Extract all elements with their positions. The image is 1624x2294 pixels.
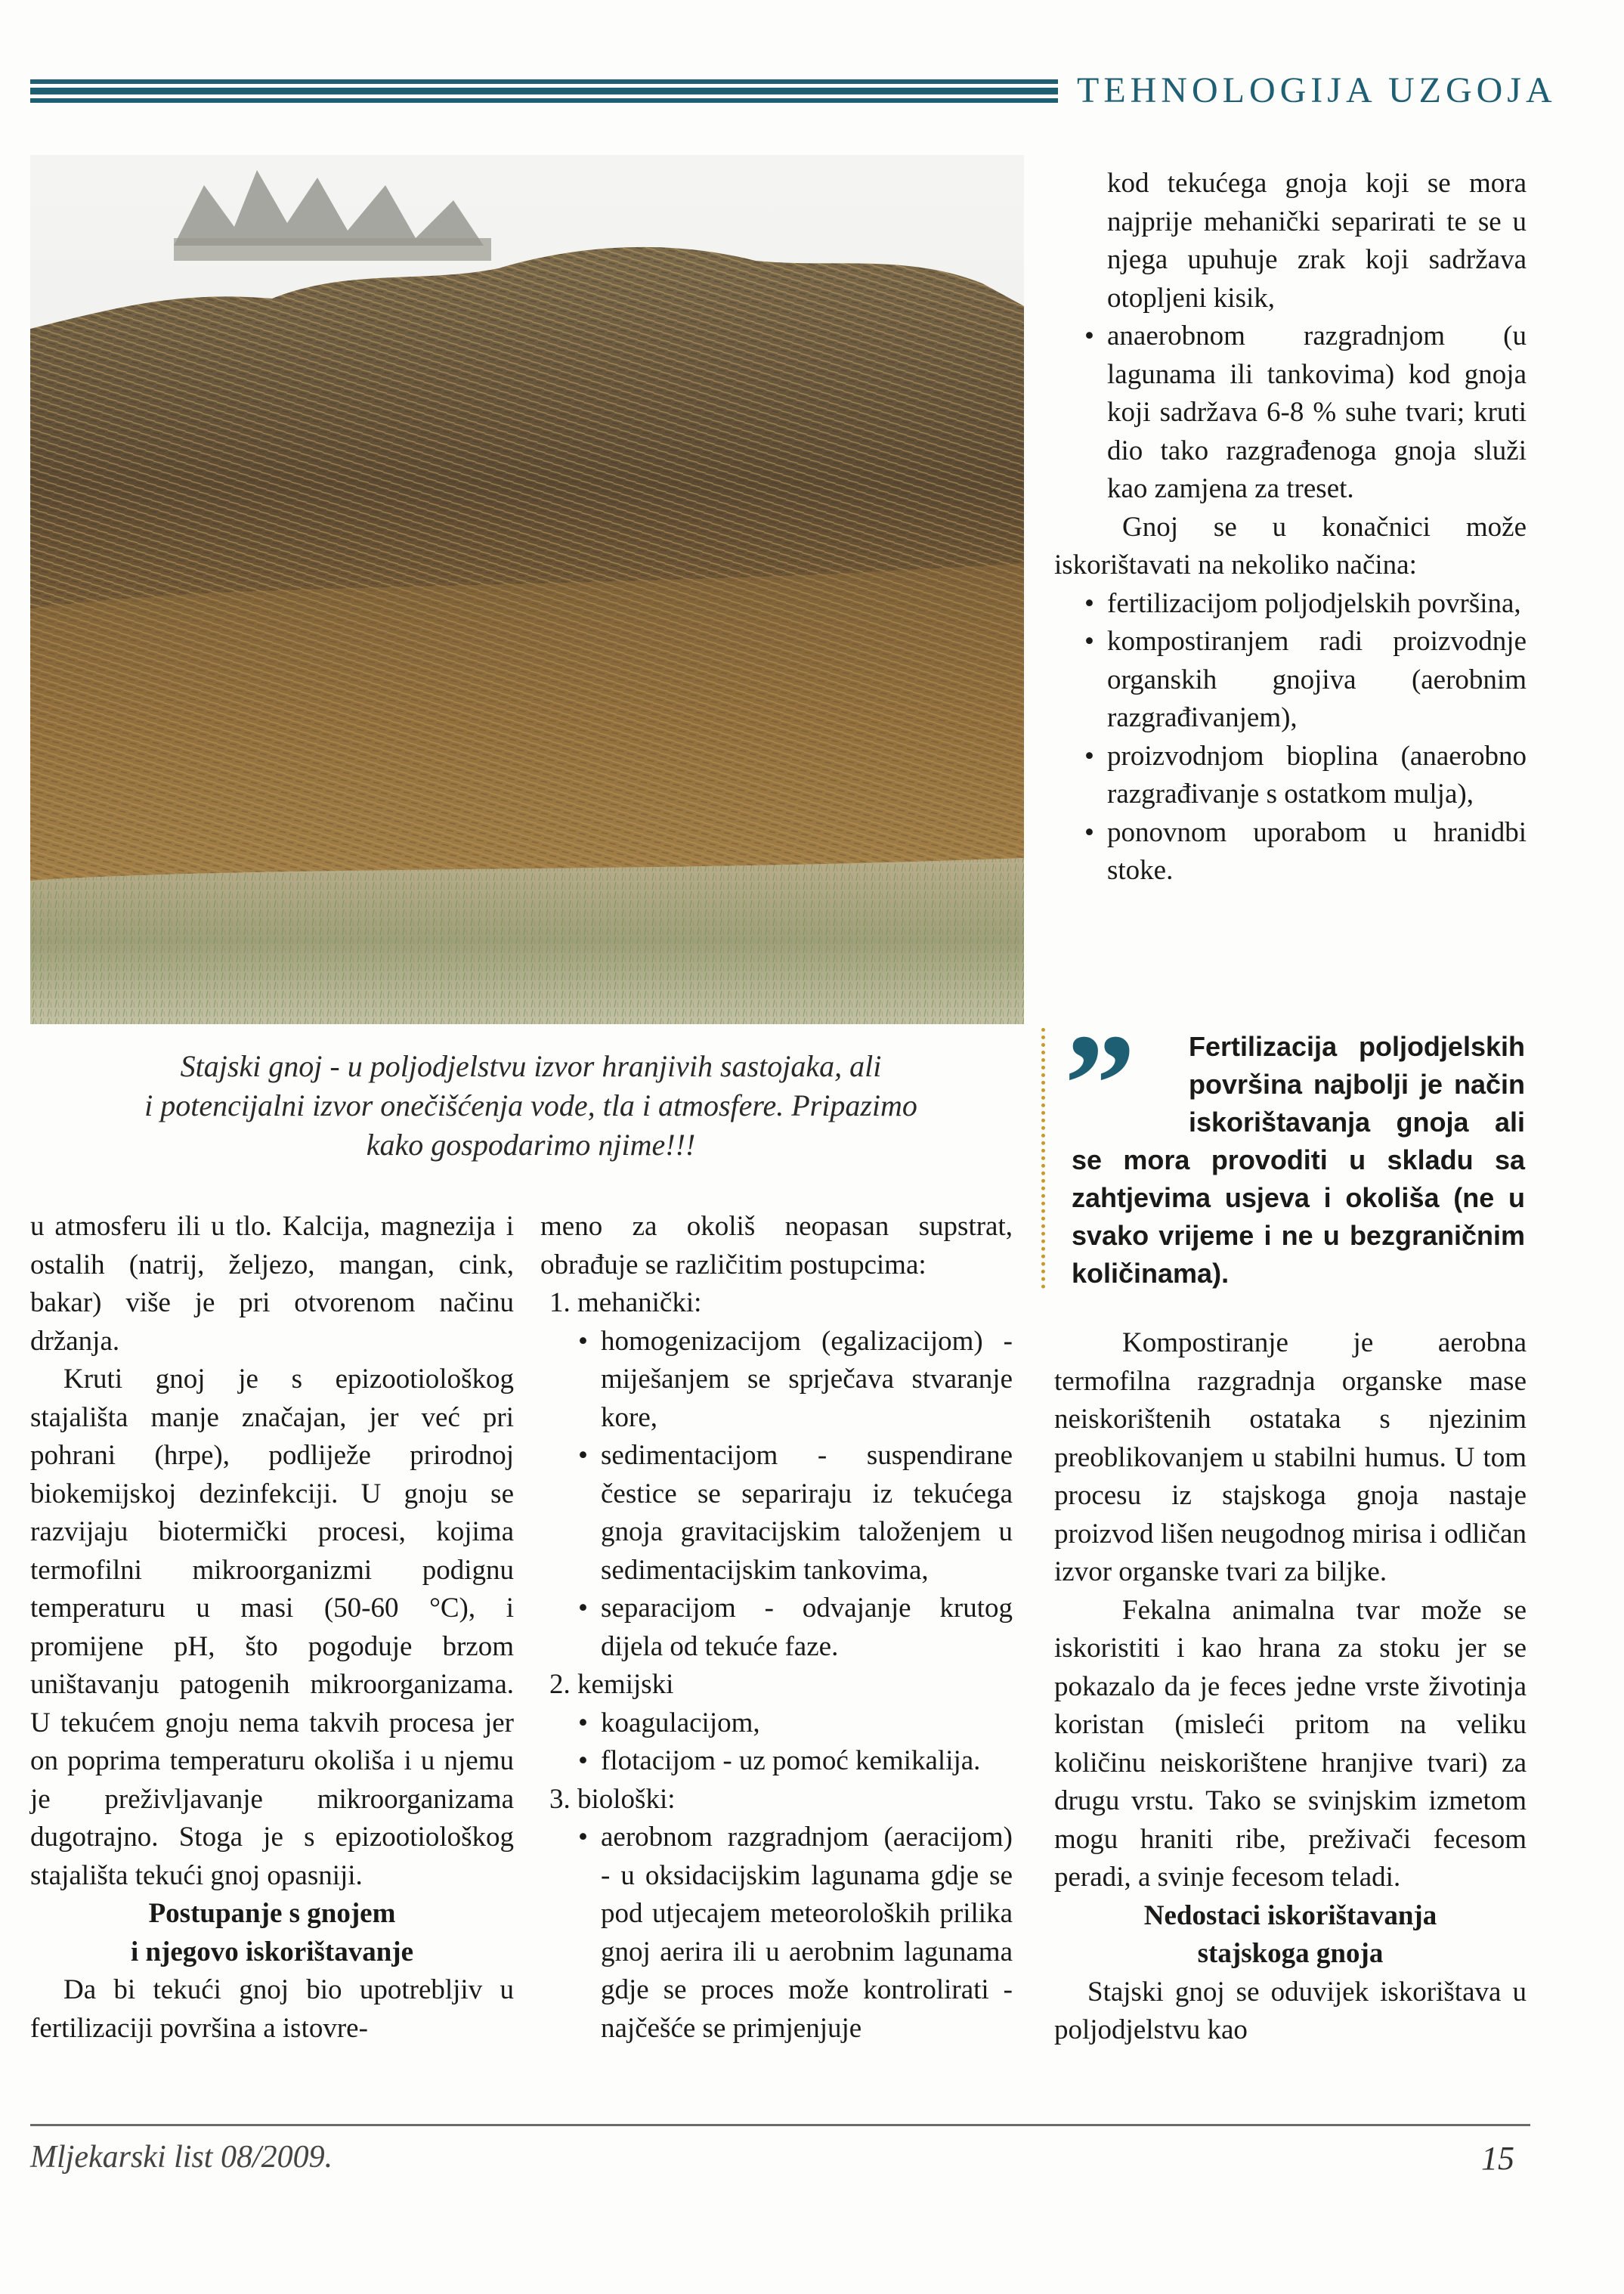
paragraph: meno za okoliš neopasan supstrat, obrađuje se različitim postupcima: bbox=[540, 1211, 1013, 1280]
list-item: • separacijom - odvajanje krutog dijela od tekuće faze. bbox=[540, 1590, 1013, 1666]
quote-dotted-rule bbox=[1041, 1028, 1045, 1289]
paragraph: Da bi tekući gnoj bio upotrebljiv u fertilizaciji površina a istovre- bbox=[30, 1974, 514, 2044]
list-item: • ponovnom uporabom u hranidbi stoke. bbox=[1054, 814, 1527, 890]
text-column-right-bottom bbox=[1054, 1324, 1527, 2050]
caption-line: i potencijalni izvor onečišćenja vode, tla i atmosfere. Pripazimo bbox=[144, 1088, 917, 1122]
header-rule bbox=[30, 79, 1058, 107]
paragraph: kod tekućega gnoja koji se mora najprije mehanički separirati te se u njega upuhuje zrak koji sadržava otopljeni kisik, bbox=[1107, 168, 1527, 314]
pull-quote bbox=[1041, 1005, 1529, 1300]
paragraph: Kompostiranje je aerobna termofilna razgradnja organske mase neiskorištenih ostataka s njezinim preoblikovanjem u stabilni humus. U tom procesu iz stajskoga gnoja nastaje proizvod lišen neugodnog mirisa i odličan izvor organske tvari za biljke. bbox=[1054, 1327, 1527, 1587]
numbered-item: 1. mehanički: bbox=[549, 1287, 702, 1318]
list-item: • kompostiranjem radi proizvodnje organskih gnojiva (aerobnim razgrađivanjem), bbox=[1054, 623, 1527, 738]
text-column-left bbox=[30, 1208, 514, 2048]
footer-rule bbox=[30, 2124, 1530, 2126]
paragraph: Kruti gnoj je s epizootiološkog stajališta manje značajan, jer već pri pohrani (hrpe), podliježe prirodnoj biokemijskoj dezinfekciji. U gnoju se razvijaju biotermički procesi, kojima termofilni mikroorganizmi podignu temperaturu u masi (50-60 °C), i promijene pH, što pogoduje brzom uništavanju patogenih mikroorganizama. U tekućem gnoju nema takvih procesa jer on poprima temperaturu okoliša i u njemu je preživljavanje mikroorganizama dugotrajno. Stoga je s epizootiološkog stajališta tekući gnoj opasniji. bbox=[30, 1364, 514, 1891]
text-column-right-top bbox=[1054, 165, 1527, 890]
list-item: • fertilizacijom poljodjelskih površina, bbox=[1054, 585, 1527, 624]
manure-heap-photo bbox=[30, 155, 1024, 1024]
numbered-item: 2. kemijski bbox=[549, 1669, 674, 1700]
photo-caption bbox=[121, 1047, 941, 1165]
paragraph: Gnoj se u konačnici može iskorištavati na nekoliko načina: bbox=[1054, 511, 1527, 580]
paragraph: Stajski gnoj se oduvijek iskorištava u poljodjelstvu kao bbox=[1054, 1976, 1527, 2045]
pull-quote-body: Fertilizacija poljodjelskih površina najbolji je način iskorištavanja gnoja ali se mora provoditi u skladu sa zahtjevima usjeva i okoliša (ne u svako vrijeme i ne u bezgraničnim količinama). bbox=[1072, 1031, 1525, 1289]
list-item: • proizvodnjom bioplina (anaerobno razgrađivanje s ostatkom mulja), bbox=[1054, 738, 1527, 814]
list-item: • koagulacijom, bbox=[540, 1704, 1013, 1743]
text-column-middle bbox=[540, 1208, 1013, 2048]
list-item: • anaerobnom razgradnjom (u lagunama ili tankovima) kod gnoja koji sadržava 6-8 % suhe tvari; kruti dio tako razgrađenoga gnoja služi kao zamjena za treset. bbox=[1054, 317, 1527, 509]
caption-line: kako gospodarimo njime!!! bbox=[366, 1128, 696, 1162]
section-title: TEHNOLOGIJA UZGOJA bbox=[1077, 70, 1557, 110]
journal-name: Mljekarski list 08/2009. bbox=[30, 2140, 333, 2175]
page-number: 15 bbox=[1481, 2140, 1514, 2177]
section-heading: Nedostaci iskorištavanja bbox=[1143, 1899, 1437, 1931]
quote-mark-icon: ” bbox=[1064, 1005, 1136, 1164]
section-heading: i njegovo iskorištavanje bbox=[130, 1936, 414, 1967]
section-heading: Postupanje s gnojem bbox=[148, 1898, 396, 1929]
pull-quote-text bbox=[1072, 1028, 1525, 1293]
list-item: • homogenizacijom (egalizacijom) - miješanjem se sprječava stvaranje kore, bbox=[540, 1323, 1013, 1438]
paragraph: u atmosferu ili u tlo. Kalcija, magnezija i ostalih (natrij, željezo, mangan, cink, bakar) više je pri otvorenom načinu držanja. bbox=[30, 1211, 514, 1357]
paragraph: Fekalna animalna tvar može se iskoristiti i kao hrana za stoku jer se pokazalo da je feces jedne vrste životinja koristan (misleći pritom na veliku količinu neiskorištene hranjive tvari) za drugu vrstu. Tako se svinjskim izmetom mogu hraniti ribe, preživači fecesom peradi, a svinje fecesom teladi. bbox=[1054, 1594, 1527, 1893]
caption-line: Stajski gnoj - u poljodjelstvu izvor hranjivih sastojaka, ali bbox=[180, 1049, 882, 1083]
list-item: • aerobnom razgradnjom (aeracijom) - u oksidacijskim lagunama gdje se pod utjecajem meteoroloških prilika gnoj aerira ili u aerobnim lagunama gdje se proces može kontrolirati - najčešće se primjenjuje bbox=[540, 1819, 1013, 2048]
list-item: • flotacijom - uz pomoć kemikalija. bbox=[540, 1742, 1013, 1781]
section-heading: stajskoga gnoja bbox=[1197, 1938, 1384, 1969]
numbered-item: 3. biološki: bbox=[549, 1783, 676, 1815]
list-item: • sedimentacijom - suspendirane čestice se separiraju iz tekućega gnoja gravitacijskim taloženjem u sedimentacijskim tankovima, bbox=[540, 1437, 1013, 1590]
